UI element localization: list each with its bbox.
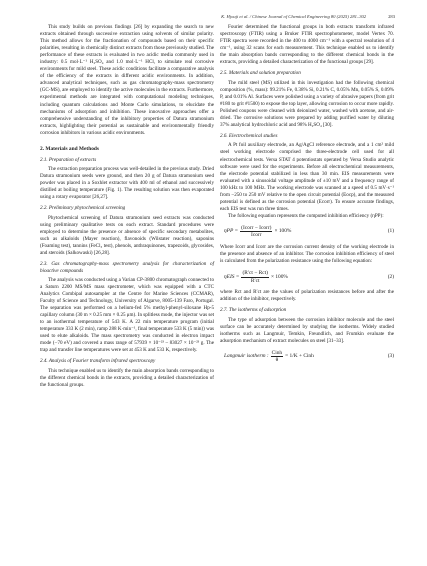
right-column: [220, 24, 394, 369]
paragraph-eq1-where: Where Icorr and Icorr are the corrosion current density of the working electrode in the presence and absence of an inhibitor. The corrosion inhibition efficiency of steel is calculated from the polarization resistance using the following equation:: [220, 243, 394, 265]
equation-1-numerator: (Icorr − Icorr): [241, 224, 272, 231]
equation-2-fraction: [241, 270, 268, 284]
equation-3-label: (3): [387, 353, 394, 360]
equation-2-lhs: ηEIS =: [224, 273, 240, 280]
equation-2-denominator: R′ct: [250, 277, 260, 284]
equation-1-denominator: Icorr: [251, 232, 262, 239]
equation-1-rhs: × 100%: [274, 228, 292, 235]
equation-2-rhs: × 100%: [270, 273, 288, 280]
subsection-heading-2-4: 2.4. Analysis of Fourier transform infrared spectroscopy: [40, 358, 156, 365]
subsection-heading-2-2: 2.2. Preliminary phytochemical screening: [40, 205, 126, 212]
paragraph-2-5: The mild steel (MS) utilized in this investigation had the following chemical composition (%, mass): 99.21% Fe, 0.38% Si, 0.21% C, 0.05% Mn, 0.05% S, 0.09% P, and 0.01% Al. Surfaces were polished using a variety of abrasive papers (from grit #180 to grit #1500) to expose the top layer, allowing corrosion to occur more rapidly. Polished coupons were cleaned with deionized water, washed with acetone, and air-dried. The corrosive solutions were prepared by adding purified water by diluting 37% analytical hydrochloric acid and 98% H₂SO₄ [30].: [220, 79, 394, 128]
running-head-text: K. Hjouji et al. / Chinese Journal of Chemical Engineering 80 (2025) 281–302: [221, 13, 367, 19]
paragraph-2-1: The extraction preparation process was well-detailed in the previous study. Dried Datura stramonium seeds were ground, and then 20 g of Datura stramonium seed powder was placed in a Soxhlet extractor with 400 ml of ethanol and successively distilled at boiling temperature (Fig. 1). The resulting solution was then evaporated using a rotary evaporator [26,27].: [40, 166, 214, 201]
equation-1-label: (1): [387, 228, 394, 235]
equation-1-fraction: [240, 225, 272, 239]
paragraph-2-7: The type of adsorption between the corrosion inhibitor molecule and the steel surface can be accurately determined by studying the isotherms. Widely studied isotherms such as Langmuir, Temkin, Freundlich, and Frumkin evaluate the adsorption mechanism of extract molecules on steel [31–33].: [220, 316, 394, 344]
equation-3-numerator: Cinh: [271, 349, 283, 356]
equation-1-lhs: ηPP =: [224, 228, 239, 235]
subsection-heading-2-1: 2.1. Preparation of extracts: [40, 156, 97, 163]
equation-3-rhs: = 1/K + Cinh: [285, 353, 314, 360]
subsection-heading-2-5: 2.5. Materials and solution preparation: [220, 70, 301, 77]
equation-3: [220, 350, 394, 364]
equation-2-numerator: (R′ct − Rct): [242, 270, 268, 277]
paragraph-2-4: This technique enabled us to identify the main absorption bands corresponding to the different chemical bonds in the extracts, providing a detailed characterization of the functional groups.: [40, 367, 214, 388]
ftir-paragraph: Fourier determined the functional groups in both extracts transform infrared spectroscopy (FTIR) using a Bruker FTIR spectrophotometer, model Vertex 70. FTIR spectra were recorded in the 400 to 4000 cm⁻¹ with a spectral resolution of 4 cm⁻¹, using 32 scans for each measurement. This technique enabled us to identify the main absorption bands corresponding to the different chemical bonds in the extracts, providing a detailed characterization of the functional groups [29].: [220, 24, 394, 66]
page-number: 283: [388, 13, 395, 19]
paragraph-2-6-a: A Pt foil auxiliary electrode, an Ag/AgCl reference electrode, and a 1 cm² mild steel working electrode comprised the three-electrode cell used for all electrochemical tests. Versa STAT 4 potentiostats operated by Versa Studio analytic software were used for the experiments. Before all electrochemical measurements, the electrode potential stabilized in less than 30 min. EIS measurements were evaluated with a sinusoidal voltage amplitude of ±10 mV and a frequency range of 100 kHz to 100 MHz. The working electrode was scanned at a speed of 0.5 mV·s⁻¹ from −250 to 250 mV relative to the open circuit potential (Eocp), and the measured potential is defined as the corrosion potential (Ecorr). To ensure accurate findings, each EIS test was run three times.: [220, 142, 394, 212]
left-column: [40, 24, 214, 389]
subsection-heading-2-6: 2.6. Electrochemical studies: [220, 133, 278, 140]
running-header: [32, 9, 395, 23]
equation-1: [220, 225, 394, 239]
paragraph-2-6-b: The following equation represents the computed inhibition efficiency (ηPP):: [228, 212, 384, 219]
paragraph-2-3: The analysis was conducted using a Varian CP-3800 chromatograph connected to a Saturn 2200 MS/MS mass spectrometer, which was equipped with a CTC Analytics Combipal autosampler at the Centre for Marine Sciences (CCMAR), Faculty of Science and Technology, University of Algarve, 8005-139 Faro, Portugal. The separation was performed on a helium-fed 5% methyl-phenyl-siloxane Hp-5 capillary column (30 m × 0.25 mm × 0.25 μm). In splitless mode, the injector was set to an isothermal temperature of 543 K. A 22 min temperature program (initial temperature 333 K (2 min), ramp 288 K·min⁻¹, final temperature 533 K (5 min)) was used to elute alkaloids. The mass spectrometry was conducted in electron impact mode (−70 eV) and covered a mass range of 57939 × 10⁻²³ – 83027 × 10⁻²³ g. The trap and transfer line temperatures were set at 453 K and 533 K, respectively.: [40, 276, 214, 354]
subsection-heading-2-7: 2.7. The isotherms of adsorption: [220, 307, 287, 314]
subsection-heading-2-3: 2.3. Gas chromatography-mass spectrometry analysis for characterization of bioactive compounds: [40, 261, 214, 274]
equation-3-lhs: Langmuir isotherm :: [224, 353, 269, 360]
equation-2-label: (2): [387, 273, 394, 280]
paragraph-2-2: Phytochemical screening of Datura stramonium seed extracts was conducted using preliminary qualitative tests on each extract. Standard procedures were employed to determine the presence or absence of specific secondary metabolites, such as alkaloids (Mayer reaction), flavonoids (Wilstater reaction), saponins (Foaming test), tannins (FeCl₃ test), phenols, anthraquinones, trapezoids, glycosides, and steroids (Salkowaski) [26,28].: [40, 214, 214, 257]
paragraph-eq2-where: where Rct and R′ct are the values of polarization resistances before and after the addition of the inhibitor, respectively.: [220, 289, 394, 303]
equation-2: [220, 270, 394, 284]
section-heading-materials-methods: 2. Materials and Methods: [40, 145, 99, 152]
intro-paragraph: This study builds on previous findings [26] by expanding the search to new extracts obtained through successive extraction using solvents of similar polarity. This method allows for the fractionation of compounds based on their specific polarities, resulting in chemically distinct extracts from those previously studied. The performance of these extracts is evaluated in two acidic media commonly used in industry: 0.5 mol·L⁻¹ H₂SO₄ and 1.0 mol·L⁻¹ HCl, to simulate real corrosive environments for mild steel. These acidic conditions facilitate a comparative analysis of the efficiency of the extracts in different acidic environments. In addition, advanced analytical techniques, such as gas chromatography-mass spectrometry (GC-MS), are employed to identify the active molecules in the extracts. Furthermore, experimental methods are integrated with computational modeling techniques, including quantum calculations and Monte Carlo simulations, to elucidate the mechanisms of adsorption and inhibition. These innovative approaches offer a comprehensive understanding of the inhibitory properties of Datura stramonium extracts, highlighting their potential as sustainable and environmentally friendly corrosion inhibitors in various acidic environments.: [40, 24, 214, 136]
equation-3-fraction: [271, 350, 283, 364]
equation-3-denominator: θ: [275, 357, 279, 364]
